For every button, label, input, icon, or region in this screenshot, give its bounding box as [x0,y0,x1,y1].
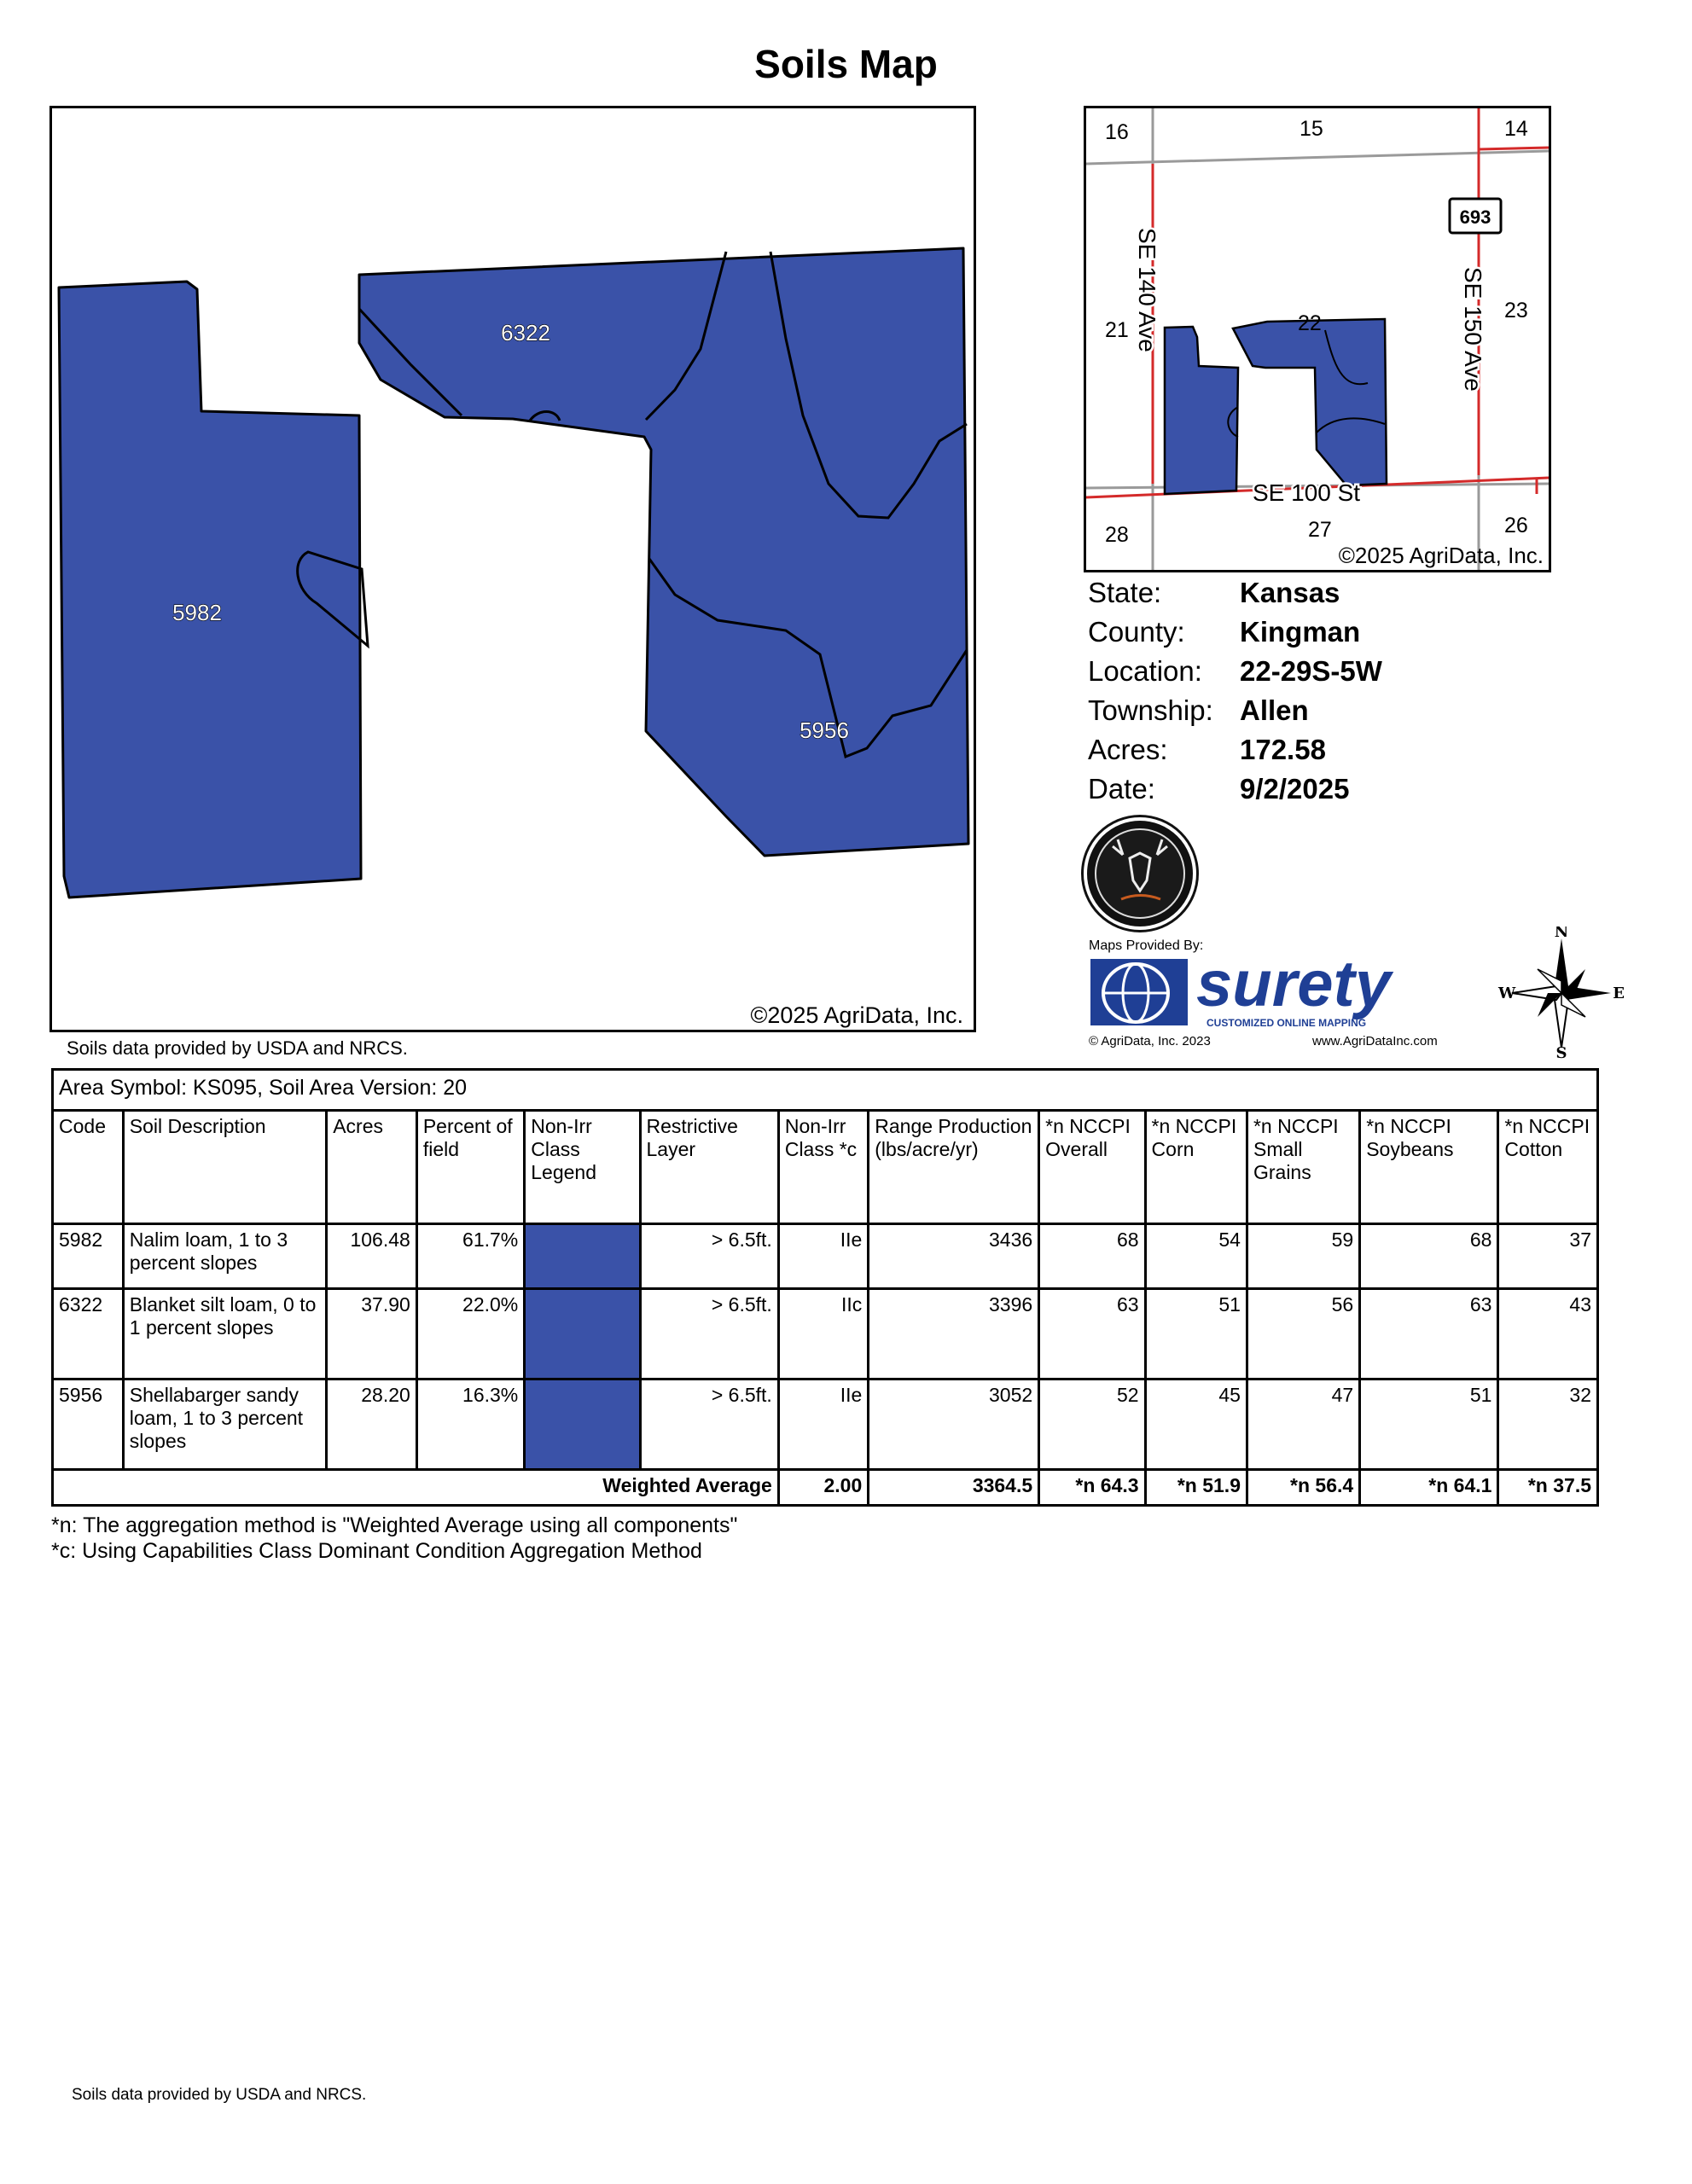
cell-nccpi-cotton: 43 [1498,1289,1598,1380]
soils-data-note: Soils data provided by USDA and NRCS. [67,1037,408,1059]
table-row [53,1224,1598,1289]
cell-nccpi-small-grains: 47 [1247,1380,1359,1470]
weighted-nccpi-small-grains: *n 56.4 [1247,1470,1359,1506]
table-header-row [53,1111,1598,1224]
agridata-copyright: © AgriData, Inc. 2023 [1089,1034,1211,1048]
weighted-range: 3364.5 [869,1470,1039,1506]
compass-e: E [1613,985,1625,1002]
class-legend-swatch [525,1289,640,1380]
info-county: County: Kingman [1088,616,1361,648]
cell-nccpi-soybeans: 51 [1360,1380,1498,1470]
section-number: 15 [1300,117,1323,141]
cell-range: 3396 [869,1289,1039,1380]
cell-nccpi-corn: 45 [1145,1380,1247,1470]
globe-icon [1089,957,1189,1027]
weighted-nccpi-cotton: *n 37.5 [1498,1470,1598,1506]
cell-nccpi-cotton: 32 [1498,1380,1598,1470]
compass-w: W [1498,985,1516,1002]
cell-class: IIe [778,1380,868,1470]
inset-map-copyright: ©2025 AgriData, Inc. [1338,543,1544,568]
surety-logo [1089,938,1464,1049]
soil-map-canvas [52,108,974,1030]
area-symbol: Area Symbol: KS095, Soil Area Version: 20 [53,1070,1598,1111]
location-inset-map[interactable] [1084,106,1551,572]
cell-restrictive: > 6.5ft. [640,1289,778,1380]
cell-acres: 28.20 [327,1380,417,1470]
soil-label-5956: 5956 [799,717,849,743]
road-segment [1479,148,1549,149]
section-number: 27 [1308,518,1332,542]
weighted-class: 2.00 [778,1470,868,1506]
weighted-average-label: Weighted Average [53,1470,779,1506]
cell-percent: 16.3% [416,1380,524,1470]
compass-s: S [1555,1044,1567,1060]
cell-restrictive: > 6.5ft. [640,1380,778,1470]
info-township: Township: Allen [1088,694,1309,726]
weighted-average-row [53,1470,1598,1506]
column-header: *n NCCPI Corn [1145,1111,1247,1224]
soil-label-5982: 5982 [172,600,222,625]
cell-nccpi-soybeans: 68 [1360,1224,1498,1289]
column-header: Code [53,1111,124,1224]
cell-nccpi-overall: 52 [1039,1380,1145,1470]
cell-nccpi-small-grains: 56 [1247,1289,1359,1380]
inset-map-canvas [1086,108,1549,570]
cell-description: Blanket silt loam, 0 to 1 percent slopes [123,1289,326,1380]
class-legend-swatch [525,1224,640,1289]
cell-percent: 22.0% [416,1289,524,1380]
info-acres: Acres: 172.58 [1088,734,1326,765]
footnote-n: *n: The aggregation method is "Weighted Average using all components" [51,1513,738,1537]
page-title: Soils Map [754,42,938,86]
highway-number: 693 [1459,206,1491,228]
info-location: Location: 22-29S-5W [1088,655,1382,687]
cell-class: IIe [778,1224,868,1289]
cell-acres: 106.48 [327,1224,417,1289]
column-header: Restrictive Layer [640,1111,778,1224]
section-number: 16 [1105,120,1129,144]
weighted-nccpi-overall: *n 64.3 [1039,1470,1145,1506]
table-row [53,1289,1598,1380]
cell-nccpi-corn: 54 [1145,1224,1247,1289]
cell-range: 3436 [869,1224,1039,1289]
deer-logo-icon [1084,817,1196,930]
column-header: *n NCCPI Cotton [1498,1111,1598,1224]
cell-code: 5956 [53,1380,124,1470]
section-number: 28 [1105,523,1129,547]
weighted-nccpi-soybeans: *n 64.1 [1360,1470,1498,1506]
compass-n: N [1554,926,1569,941]
road-label-se-140-ave: SE 140 Ave [1134,228,1160,352]
compass-rose-icon [1493,926,1630,1060]
cell-nccpi-overall: 63 [1039,1289,1145,1380]
column-header: *n NCCPI Soybeans [1360,1111,1498,1224]
column-header: *n NCCPI Overall [1039,1111,1145,1224]
cell-nccpi-overall: 68 [1039,1224,1145,1289]
surety-tagline: CUSTOMIZED ONLINE MAPPING [1206,1017,1367,1029]
column-header: Percent of field [416,1111,524,1224]
section-number: 22 [1298,311,1322,335]
info-state: State: Kansas [1088,577,1340,608]
cell-nccpi-soybeans: 63 [1360,1289,1498,1380]
weighted-nccpi-corn: *n 51.9 [1145,1470,1247,1506]
surety-wordmark: surety [1196,948,1392,1020]
column-header: Non-Irr Class Legend [525,1111,640,1224]
soil-polygon-5982 [59,282,361,897]
soils-data-note-footer: Soils data provided by USDA and NRCS. [72,2086,367,2104]
soil-label-6322: 6322 [501,320,550,346]
main-map-copyright: ©2025 AgriData, Inc. [750,1002,963,1028]
inset-parcel [1165,319,1387,494]
table-row [53,1380,1598,1470]
main-soil-map[interactable] [49,106,976,1032]
cell-percent: 61.7% [416,1224,524,1289]
column-header: *n NCCPI Small Grains [1247,1111,1359,1224]
section-number: 23 [1504,299,1528,322]
info-date: Date: 9/2/2025 [1088,773,1350,804]
section-number: 26 [1504,514,1528,537]
maps-provided-by: Maps Provided By: [1089,938,1204,953]
agridata-website: www.AgriDataInc.com [1312,1034,1438,1048]
cell-range: 3052 [869,1380,1039,1470]
section-number: 14 [1504,117,1528,141]
cell-acres: 37.90 [327,1289,417,1380]
column-header: Acres [327,1111,417,1224]
cell-description: Nalim loam, 1 to 3 percent slopes [123,1224,326,1289]
column-header: Soil Description [123,1111,326,1224]
column-header: Non-Irr Class *c [778,1111,868,1224]
cell-nccpi-small-grains: 59 [1247,1224,1359,1289]
column-header: Range Production (lbs/acre/yr) [869,1111,1039,1224]
section-number: 21 [1105,318,1129,342]
cell-nccpi-corn: 51 [1145,1289,1247,1380]
cell-class: IIc [778,1289,868,1380]
cell-code: 5982 [53,1224,124,1289]
footnote-c: *c: Using Capabilities Class Dominant Condition Aggregation Method [51,1539,702,1563]
cell-description: Shellabarger sandy loam, 1 to 3 percent slopes [123,1380,326,1470]
soil-table [51,1068,1599,1507]
road-label-se-100-st: SE 100 St [1253,479,1361,506]
soil-polygon-6322-5956 [359,248,968,856]
cell-nccpi-cotton: 37 [1498,1224,1598,1289]
road-label-se-150-ave: SE 150 Ave [1460,267,1486,392]
class-legend-swatch [525,1380,640,1470]
cell-restrictive: > 6.5ft. [640,1224,778,1289]
cell-code: 6322 [53,1289,124,1380]
